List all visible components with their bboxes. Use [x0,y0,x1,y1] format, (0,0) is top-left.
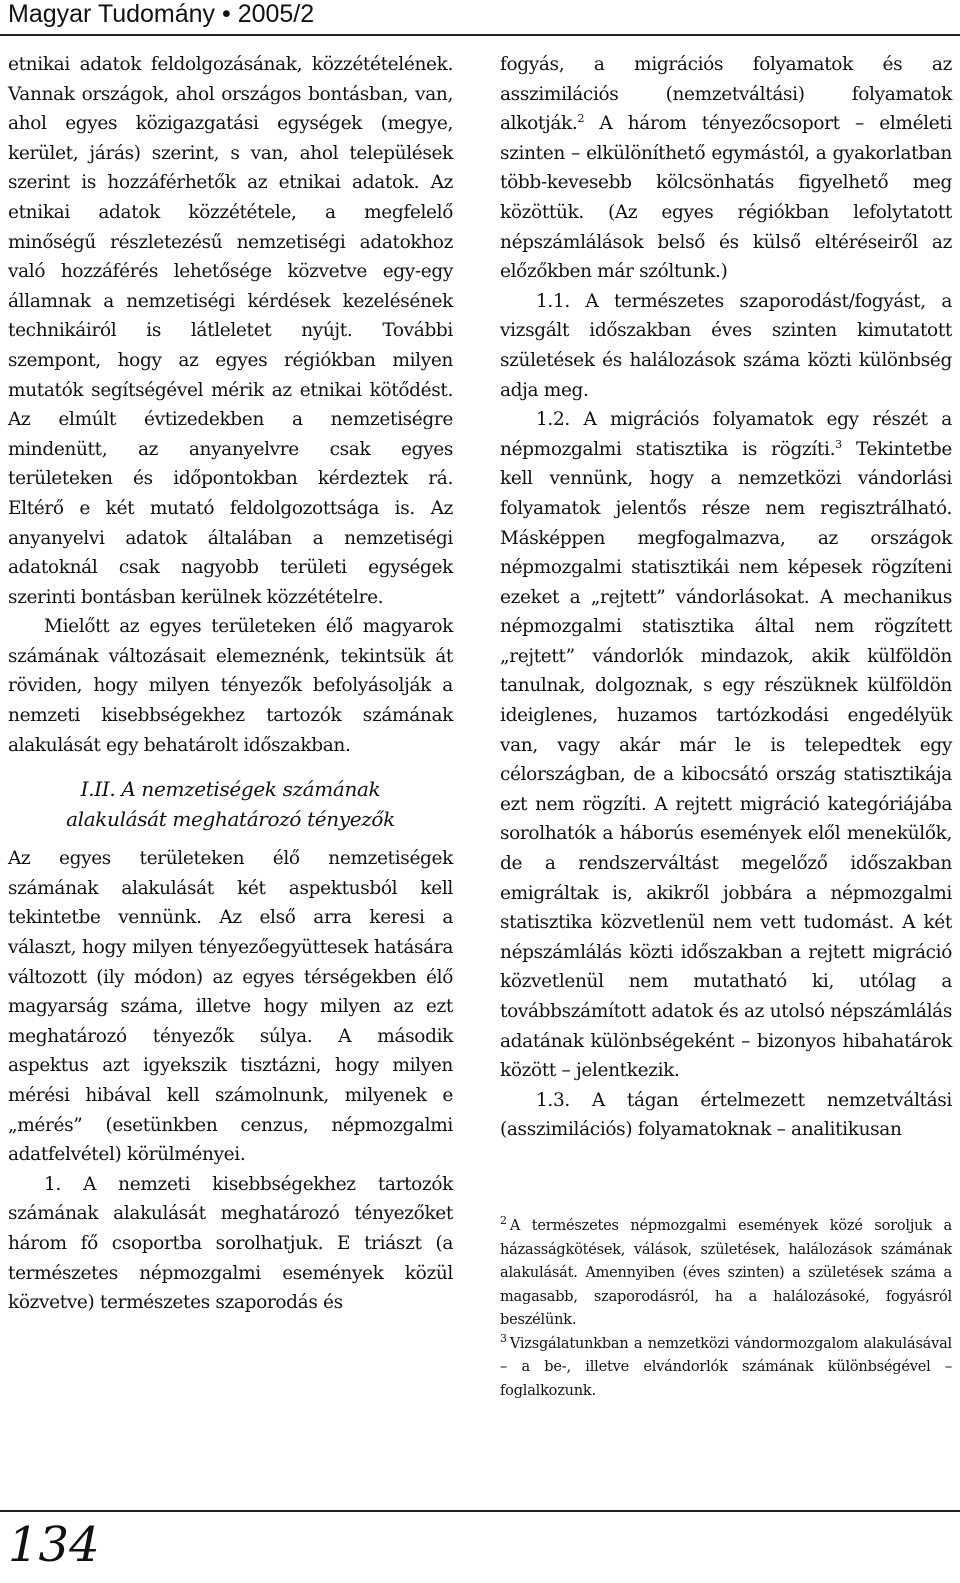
right-column [500,50,952,1145]
footnote-ref: 2 [577,112,585,126]
text-run: 1.2. A migrációs folyamatok egy részét a népmozgalmi statisztika is rögzíti. [500,409,952,460]
left-column [8,50,453,1318]
section-heading-line: alakulását meghatározó tényezők [66,807,395,832]
header-rule [0,34,960,36]
footnote-text: Vizsgálatunkban a nemzetközi vándormozgalom alakulásával – a be-, illetve elvándorlók számának különbségével – foglalkozunk. [500,1335,952,1399]
body-paragraph: Mielőtt az egyes területeken élő magyarok számának változásait elemeznénk, tekintsük át röviden, hogy milyen tényezők befolyásolják a nemzeti kisebbségekhez tartozók számának alakulását egy behatárolt időszakban. [8,616,453,756]
section-heading [8,774,453,834]
footnote-ref: 3 [835,437,842,451]
footnotes [500,1215,952,1403]
text-run: Tekintetbe kell vennünk, hogy a nemzetközi vándorlási folyamatok jelentős része nem regisztrálható. Másképpen megfogalmazva, az országok népmozgalmi statisztikái nem képesek rögzíteni ezeket a „rejtett” vándorlásokat. A mechanikus népmozgalmi statisztika által nem rögzített „rejtett” vándorlók mindazok, akik külföldön tanulnak, dolgoznak, s egy részüknek külföldön ideiglenes, huzamos tartózkodási engedélyük van, vagy akár már le is telepedtek egy célországban, de a kibocsátó ország statisztikája ezt nem rögzíti. A rejtett migráció kategóriájába sorolhatók a háborús események elől menekülők, de a rendszerváltást megelőző időszakban emigráltak is, akikről jobbára a népmozgalmi statisztika közvetlenül nem vett tudomást. A két népszámlálás közti időszakban a rejtett migráció közvetlenül nem mutatható ki, utólag a továbbszámított adatok és az utolsó népszámlálás adatának különbségeként – bizonyos hibahatárok között – jelentkezik. [500,438,952,1082]
footnote-text: A természetes népmozgalmi események közé soroljuk a házasságkötések, válások, születések, halálozások számának alakulását. Amennyiben (éves szinten) a születések száma a magasabb, szaporodásról, ha a halálozásoké, fogyásról beszélünk. [500,1218,952,1328]
page-number: 134 [8,1517,100,1573]
text-run: fogyás, a migrációs folyamatok és az asszimilációs (nemzetváltási) folyamatok alkotják. [500,54,952,135]
body-paragraph: 1.3. A tágan értelmezett nemzetváltási (asszimilációs) folyamatoknak – analitikusan [500,1089,952,1141]
footnote [500,1333,952,1404]
running-header: Magyar Tudomány • 2005/2 [8,0,315,28]
body-paragraph: etnikai adatok feldolgozásának, közzétételének. Vannak országok, ahol országos bontásban, van, ahol egyes közigazgatási egységek (megye, kerület, járás) szerint, s van, ahol települések szerint is hozzáférhetők az etnikai adatok. Az etnikai adatok közzététele, a megfelelő minőségű részletezésű nemzetiségi adatokhoz való hozzáférés lehetősége közvetve egy-egy államnak a nemzetiségi kérdések kezelésének technikáiról is látleletet nyújt. További szempont, hogy az egyes régiókban milyen mutatók segítségével mérik az etnikai kötődést. Az elmúlt évtizedekben a nemzetiségre mindenütt, az anyanyelvre csak egyes területeken és időpontokban kérdeztek rá. Eltérő e két mutató feldolgozottsága is. Az anyanyelvi adatok általában a nemzetiségi adatoknál csak nagyobb területi egységek szerinti bontásban kerülnek közzétételre. [8,54,453,608]
body-paragraph [500,50,952,287]
footer-rule [0,1510,960,1512]
text-run: A három tényezőcsoport – elméleti szinten – elkülöníthető egymástól, a gyakorlatban több-kevesebb kölcsönhatás figyelhető meg közöttük. (Az egyes régiókban lefolytatott népszámlálások belső és külső eltéréseiről az előzőkben már szóltunk.) [500,113,952,283]
body-paragraph: 1.1. A természetes szaporodást/fogyást, a vizsgált időszakban éves szinten kimutatott születések és halálozások száma közti különbség adja meg. [500,290,952,401]
section-heading-line: I.II. A nemzetiségek számának [80,777,381,802]
body-paragraph: Az egyes területeken élő nemzetiségek számának alakulását két aspektusból kell tekintetbe vennünk. Az első arra keresi a választ, hogy milyen tényezőegyüttesek hatására változott (ily módon) az egyes térségekben élő magyarság száma, illetve hogy milyen az ezt meghatározó tényezők súlya. A második aspektus azt igyekszik tisztázni, hogy milyen mérési hibával kell számolnunk, milyenek e „mérés” (esetünkben cenzus, népmozgalmi adatfelvétel) körülményei. [8,848,453,1166]
footnote-number: 3 [500,1331,507,1345]
body-paragraph [500,405,952,1086]
body-paragraph: 1. A nemzeti kisebbségekhez tartozók számának alakulását meghatározó tényezőket három fő csoportba sorolhatjuk. E triászt (a természetes népmozgalmi események közül közvetve) természetes szaporodás és [8,1173,453,1314]
footnote [500,1215,952,1333]
footnote-number: 2 [500,1214,507,1228]
